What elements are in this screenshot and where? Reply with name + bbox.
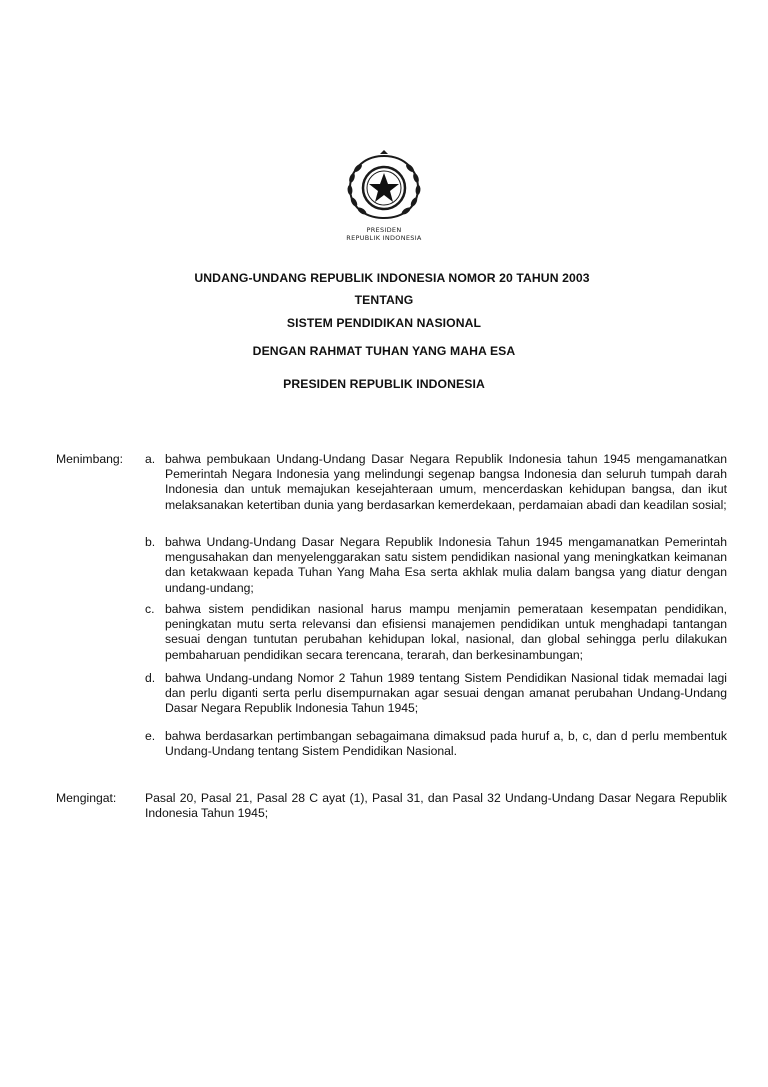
menimbang-item-e — [145, 729, 727, 759]
item-text: bahwa Undang-Undang Dasar Negara Republik Indonesia Tahun 1945 mengamanatkan Pemerintah mengusahakan dan menyelenggarakan satu sistem pendidikan nasional yang meningkatkan keimanan dan ketakwaan kepada Tuhan Yang Maha Esa serta akhlak mulia dalam bangsa yang diatur dengan undang-undang; — [165, 535, 727, 595]
emblem-caption-republik: REPUBLIK INDONESIA — [346, 234, 422, 242]
item-text: bahwa Undang-undang Nomor 2 Tahun 1989 tentang Sistem Pendidikan Nasional tidak memadai lagi dan perlu diganti serta perlu disempurnakan agar sesuai dengan amanat perubahan Undang-Undang Dasar Negara Republik Indonesia Tahun 1945; — [165, 671, 727, 716]
menimbang-item-d — [145, 671, 727, 717]
document-rahmat: DENGAN RAHMAT TUHAN YANG MAHA ESA — [252, 344, 516, 358]
document-title: UNDANG-UNDANG REPUBLIK INDONESIA NOMOR 20 TAHUN 2003 — [194, 271, 590, 285]
menimbang-item-a — [145, 452, 727, 513]
mengingat-text: Pasal 20, Pasal 21, Pasal 28 C ayat (1), Pasal 31, dan Pasal 32 Undang-Undang Dasar Negara Republik Indonesia Tahun 1945; — [145, 791, 727, 821]
item-marker: c. — [145, 602, 155, 616]
presidential-emblem — [328, 150, 440, 250]
item-text: bahwa sistem pendidikan nasional harus mampu menjamin pemerataan kesempatan pendidikan, peningkatan mutu serta relevansi dan efisiensi manajemen pendidikan untuk menghadapi tantangan sesuai dengan tuntutan perubahan kehidupan lokal, nasional, dan global sehingga perlu dilakukan pembaharuan pendidikan secara terencana, terarah, dan berkesinambungan; — [165, 602, 727, 662]
menimbang-label: Menimbang: — [56, 452, 124, 466]
item-marker: b. — [145, 535, 156, 549]
item-marker: a. — [145, 452, 156, 466]
menimbang-item-b — [145, 535, 727, 596]
menimbang-item-c — [145, 602, 727, 663]
document-tentang: TENTANG — [354, 293, 414, 307]
document-subject: SISTEM PENDIDIKAN NASIONAL — [286, 316, 482, 330]
garuda-star-seal-icon — [328, 150, 440, 226]
item-marker: d. — [145, 671, 156, 685]
document-presiden: PRESIDEN REPUBLIK INDONESIA — [283, 377, 485, 391]
item-text: bahwa pembukaan Undang-Undang Dasar Negara Republik Indonesia tahun 1945 mengamanatkan Pemerintah Negara Indonesia yang melindungi segenap bangsa Indonesia dan seluruh tumpah darah Indonesia dan untuk memajukan kesejahteraan umum, mencerdaskan kehidupan bangsa, dan ikut melaksanakan ketertiban dunia yang berdasarkan kemerdekaan, perdamaian abadi dan keadilan sosial; — [165, 452, 727, 512]
item-marker: e. — [145, 729, 156, 743]
mengingat-label: Mengingat: — [56, 791, 117, 805]
item-text: bahwa berdasarkan pertimbangan sebagaimana dimaksud pada huruf a, b, c, dan d perlu membentuk Undang-Undang tentang Sistem Pendidikan Nasional. — [165, 729, 727, 759]
emblem-caption-presiden: PRESIDEN — [366, 226, 402, 234]
